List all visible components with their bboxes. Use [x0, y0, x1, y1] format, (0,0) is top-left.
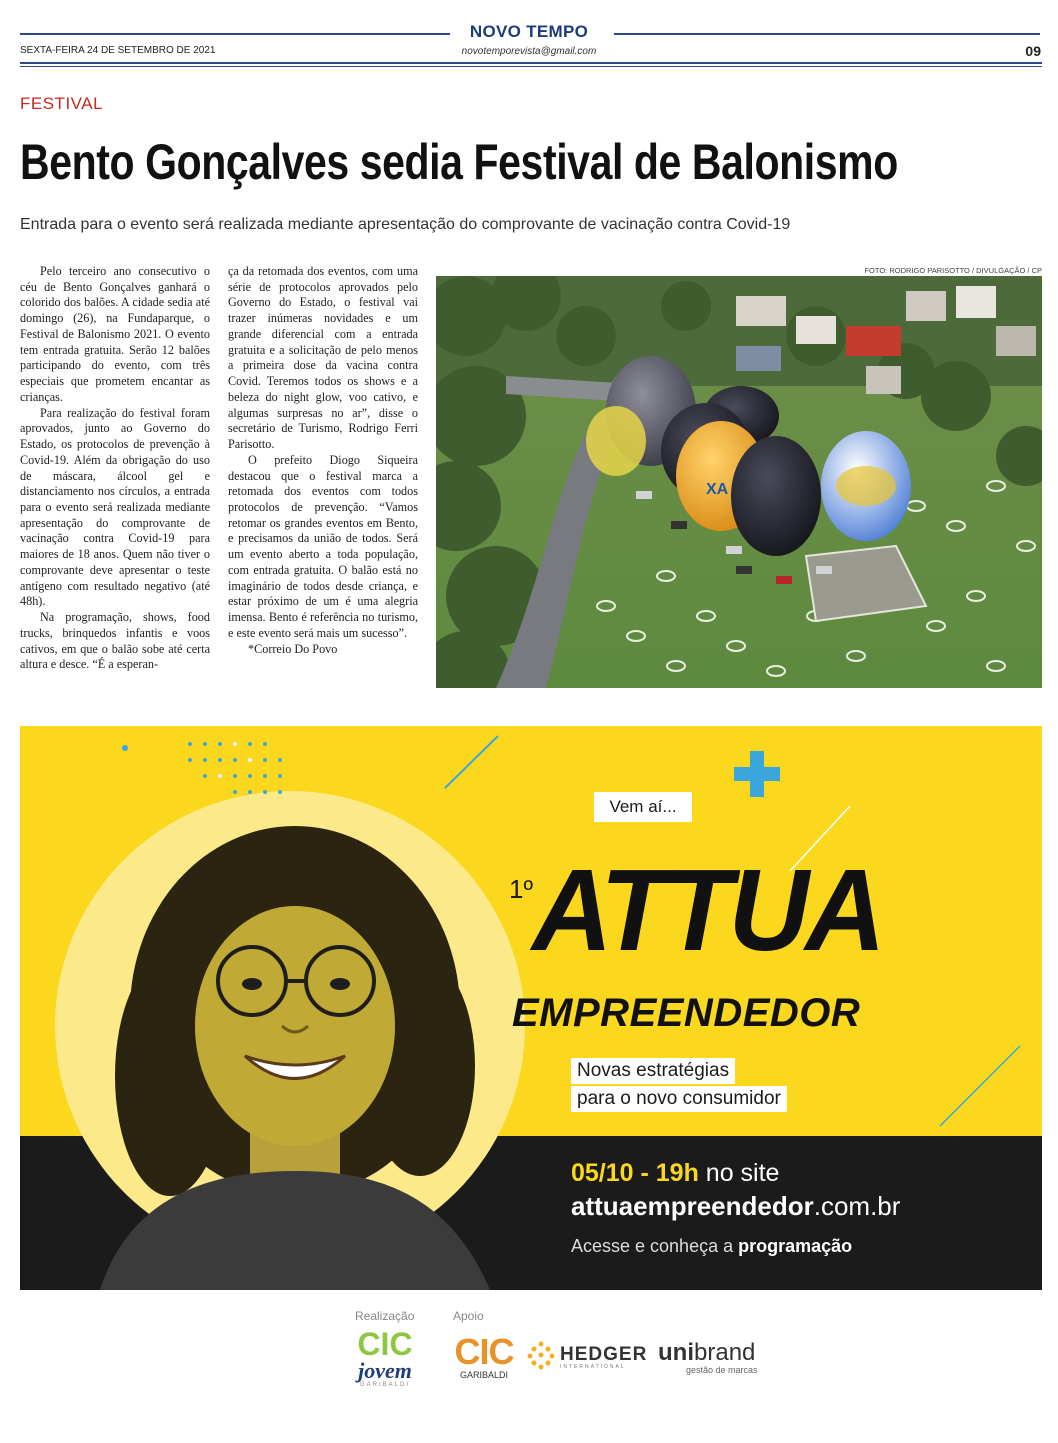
cic-jovem-mark: CIC [357, 1326, 413, 1362]
call-to-action [571, 1236, 852, 1257]
paragraph: O prefeito Diogo Siqueira destacou que o festival marca a retomada dos eventos com todos protocolos de prevenção. “Vamos retomar os grandes eventos em Bento, e precisamos da união de todos. Será um evento aberto a toda população, com entrada gratuita. O balão está no imaginário de todos desde criança, e estar próximo de um é uma alegria imensa. Bento é referência no turismo, e este evento será mais um sucesso”. [228, 452, 418, 640]
photo-credit: FOTO: RODRIGO PARISOTTO / DIVULGAÇÃO / CP [864, 266, 1042, 275]
cta-prefix: Acesse e conheça a [571, 1236, 739, 1256]
edition-ordinal: 1º [509, 874, 533, 904]
website-tail: .com.br [813, 1191, 901, 1221]
unibrand-rest: brand [694, 1339, 756, 1366]
cic-sub: GARIBALDI [459, 1370, 508, 1380]
article-column-1 [20, 264, 210, 673]
paragraph: Para realização do festival foram aprovados, junto ao Governo do Estado, os protocolos de prevenção à Covid-19. Além da obrigação do uso de máscara, álcool gel e distanciamento nos círculos, a entrada para o evento será realizada mediante apresentação do comprovante de vacinação contra Covid-19 para maiores de 18 anos. Quem não tiver o comprovante deve apresentar o teste antígeno com resultado negativo (até 48h). [20, 405, 210, 609]
article-column-2 [228, 264, 418, 657]
hedger-sub: INTERNATIONAL [560, 1364, 626, 1370]
cta-bold: programação [738, 1236, 853, 1256]
newspaper-brand: NOVO TEMPO [469, 22, 589, 41]
event-website[interactable] [571, 1191, 900, 1222]
contact-email[interactable]: novotemporevista@gmail.com [461, 46, 597, 57]
paragraph: Na programação, shows, food trucks, brinquedos infantis e voos cativos, em que o balão sobe até certa altura e desce. “É a esperan- [20, 610, 210, 672]
attua-empreendedor-ad[interactable] [20, 726, 1042, 1290]
realizacao-label: Realização [355, 1309, 415, 1323]
header-rule-thin [20, 66, 1042, 67]
website-bold: attuaempreendedor [571, 1191, 814, 1221]
hedger-wordmark: HEDGER [560, 1344, 648, 1365]
balloon-festival-photo [436, 276, 1042, 688]
unibrand-wordmark [658, 1341, 758, 1365]
attua-logo-wordmark: ATTUA [532, 845, 882, 975]
cic-jovem-sub: GARIBALDI [359, 1382, 410, 1388]
article-source: *Correio Do Povo [248, 641, 338, 656]
event-date: 05/10 - 19h [571, 1159, 699, 1187]
badge-text: Vem aí... [609, 797, 677, 816]
event-date-line [571, 1159, 779, 1188]
hedger-icon [526, 1340, 556, 1370]
unibrand-logo [658, 1341, 758, 1375]
apoio-label: Apoio [453, 1309, 484, 1323]
issue-date: SEXTA-FEIRA 24 DE SETEMBRO DE 2021 [20, 45, 216, 56]
page-number: 09 [1025, 43, 1041, 59]
balloon-caixa-text: XA [706, 481, 729, 498]
unibrand-sub: gestão de marcas [686, 1365, 758, 1375]
cic-jovem-logo [350, 1328, 420, 1388]
cic-mark: CIC [454, 1331, 514, 1372]
aerial-photo-illustration [436, 276, 1042, 688]
section-label: FESTIVAL [20, 94, 104, 113]
article-subtitle: Entrada para o evento será realizada mediante apresentação do comprovante de vacinação contra Covid-19 [20, 216, 791, 233]
unibrand-bold: uni [658, 1339, 694, 1366]
cic-garibaldi-logo [448, 1331, 520, 1380]
paragraph: ça da retomada dos eventos, com uma série de protocolos aprovados pelo Governo do Estado, o festival vai trazer inúmeras novidades e um grande diferencial com a entrada gratuita e a solicitação de pelo menos a primeira dose da vacina contra Covid. Teremos todos os shows e a beleza do night glow, voo cativo, e algumas surpresas no ar”, disse o secretário de Turismo, Rodrigo Ferri Parisotto. [228, 264, 418, 452]
jovem-script: jovem [358, 1358, 412, 1383]
tagline-line-1: Novas estratégias [571, 1058, 735, 1084]
header-rule [20, 62, 1042, 64]
article-headline: Bento Gonçalves sedia Festival de Balonismo [20, 134, 898, 190]
empreendedor-wordmark: EMPREENDEDOR [512, 991, 861, 1035]
coming-soon-badge [594, 792, 692, 822]
paragraph: Pelo terceiro ano consecutivo o céu de Bento Gonçalves ganhará o colorido dos balões. A cidade sedia até domingo (26), na Fundaparque, o Festival de Balonismo 2021. O evento tem entrada gratuita. Serão 12 balões participando do evento, com três especiais que prometem encantar as crianças. [20, 264, 210, 404]
hedger-logo [560, 1345, 647, 1370]
event-date-suffix: no site [698, 1159, 780, 1187]
tagline-line-2: para o novo consumidor [571, 1086, 787, 1112]
